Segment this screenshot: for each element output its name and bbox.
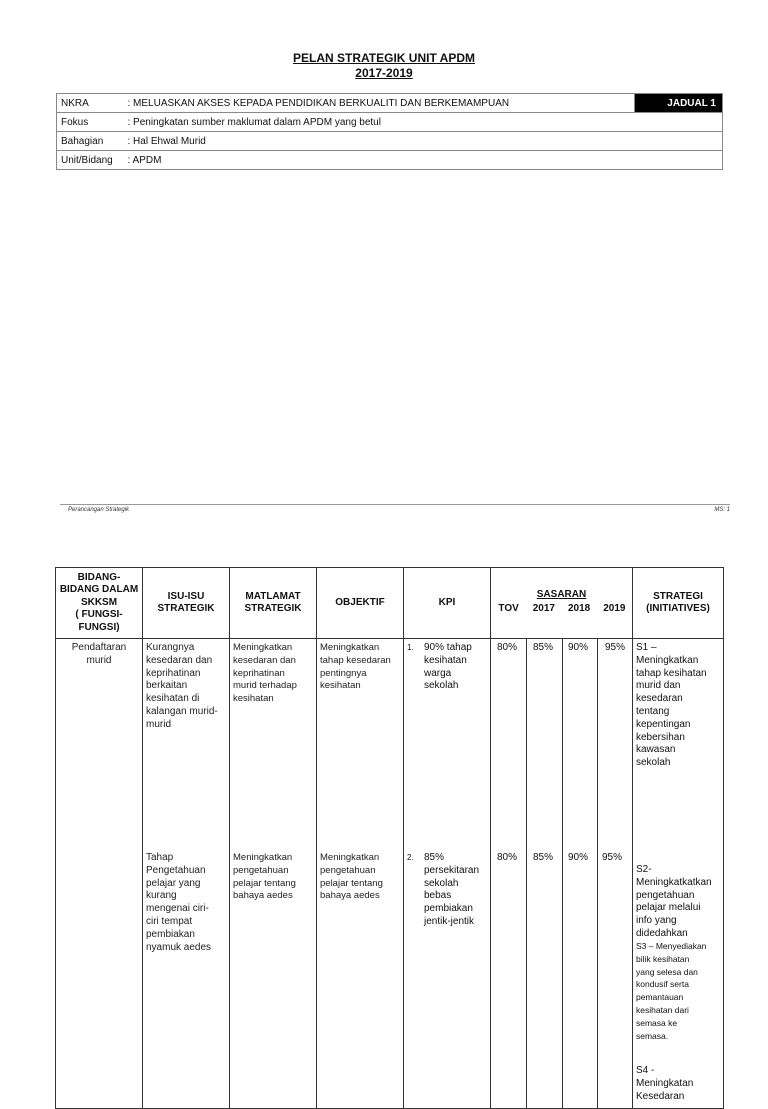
table-header-row [56, 568, 724, 639]
header-kpi: KPI [404, 568, 491, 639]
document-title: PELAN STRATEGIK UNIT APDM [293, 51, 475, 65]
footer-divider [60, 504, 730, 505]
info-label: Bahagian [57, 132, 124, 151]
matlamat-item-1: Meningkatkan kesedaran dan keprihatinan murid terhadap kesihatan [233, 642, 297, 705]
sasaran-title: SASARAN [536, 589, 587, 600]
footer-page-number: MS: 1 [714, 507, 730, 513]
header-2019: 2019 [603, 603, 626, 614]
sasaran-2019: 95% [605, 642, 626, 653]
cell-objektif [317, 639, 404, 1109]
info-value: : Peningkatan sumber maklumat dalam APDM yang betul [124, 113, 723, 132]
header-matlamat: MATLAMAT STRATEGIK [230, 568, 317, 639]
info-label: Fokus [57, 113, 124, 132]
sasaran-2017: 85% [533, 642, 554, 653]
info-row-fokus [57, 113, 723, 132]
sasaran-tov: 80% [497, 642, 518, 653]
header-2017: 2017 [532, 603, 555, 614]
cell-bidang: Pendaftaran murid [56, 639, 143, 1109]
kpi-item-1: 90% tahap kesihatan warga sekolah [424, 642, 472, 692]
strategic-plan-table [55, 567, 724, 1109]
header-bidang: BIDANG- BIDANG DALAM SKKSM ( FUNGSI- FUNGSI) [56, 568, 143, 639]
kpi-item-2: 85% persekitaran sekolah bebas pembiakan jentik-jentik [424, 852, 480, 927]
info-label: NKRA [57, 94, 124, 113]
document-years: 2017-2019 [355, 66, 413, 80]
cell-strategi [633, 639, 724, 1109]
sasaran-2018: 90% [568, 642, 589, 653]
sasaran-2019: 95% [602, 852, 623, 863]
strategi-s1: S1 – Meningkatkan tahap kesihatan murid dan kesedaran tentang kepentingan kebersihan kawasan sekolah [636, 642, 707, 769]
sasaran-2017: 85% [533, 852, 554, 863]
cell-kpi [404, 639, 491, 1109]
table-row [56, 639, 724, 1109]
info-row-bahagian [57, 132, 723, 151]
header-tov: TOV [498, 603, 519, 614]
strategi-s4: S4 - Meningkatan Kesedaran [636, 1065, 694, 1102]
info-value: : MELUASKAN AKSES KEPADA PENDIDIKAN BERKUALITI DAN BERKEMAMPUAN [124, 94, 635, 113]
info-row-nkra [57, 94, 723, 113]
header-objektif: OBJEKTIF [317, 568, 404, 639]
sasaran-2018: 90% [568, 852, 589, 863]
header-sasaran [491, 568, 633, 639]
info-label: Unit/Bidang [57, 151, 124, 170]
cell-sasaran [491, 639, 633, 1109]
kpi-number: 2. [407, 853, 414, 862]
strategi-s3: S3 – Menyediakan bilik kesihatan yang selesa dan kondusif serta pemantauan kesihatan dari semasa ke semasa. [636, 941, 707, 1041]
header-isu: ISU-ISU STRATEGIK [143, 568, 230, 639]
objektif-item-2: Meningkatkan pengetahuan pelajar tentang bahaya aedes [320, 852, 383, 902]
isu-item-1: Kurangnya kesedaran dan keprihatinan berkaitan kesihatan di kalangan murid- murid [146, 642, 218, 730]
objektif-item-1: Meningkatkan tahap kesedaran pentingnya kesihatan [320, 642, 391, 692]
isu-item-2: Tahap Pengetahuan pelajar yang kurang mengenai ciri- ciri tempat pembiakan nyamuk aedes [146, 852, 212, 953]
header-2018: 2018 [568, 603, 591, 614]
info-value: : APDM [124, 151, 723, 170]
strategi-s2: S2- Meningkatkatkan pengetahuan pelajar melalui info yang didedahkan [636, 864, 712, 939]
header-strategi: STRATEGI (INITIATIVES) [633, 568, 724, 639]
sasaran-tov: 80% [497, 852, 518, 863]
kpi-number: 1. [407, 643, 414, 652]
jadual-label: JADUAL 1 [635, 94, 723, 113]
cell-isu [143, 639, 230, 1109]
footer-left-text: Perancangan Strategik [68, 507, 130, 513]
info-table [56, 93, 723, 170]
cell-matlamat [230, 639, 317, 1109]
info-row-unit [57, 151, 723, 170]
info-value: : Hal Ehwal Murid [124, 132, 723, 151]
matlamat-item-2: Meningkatkan pengetahuan pelajar tentang bahaya aedes [233, 852, 296, 902]
